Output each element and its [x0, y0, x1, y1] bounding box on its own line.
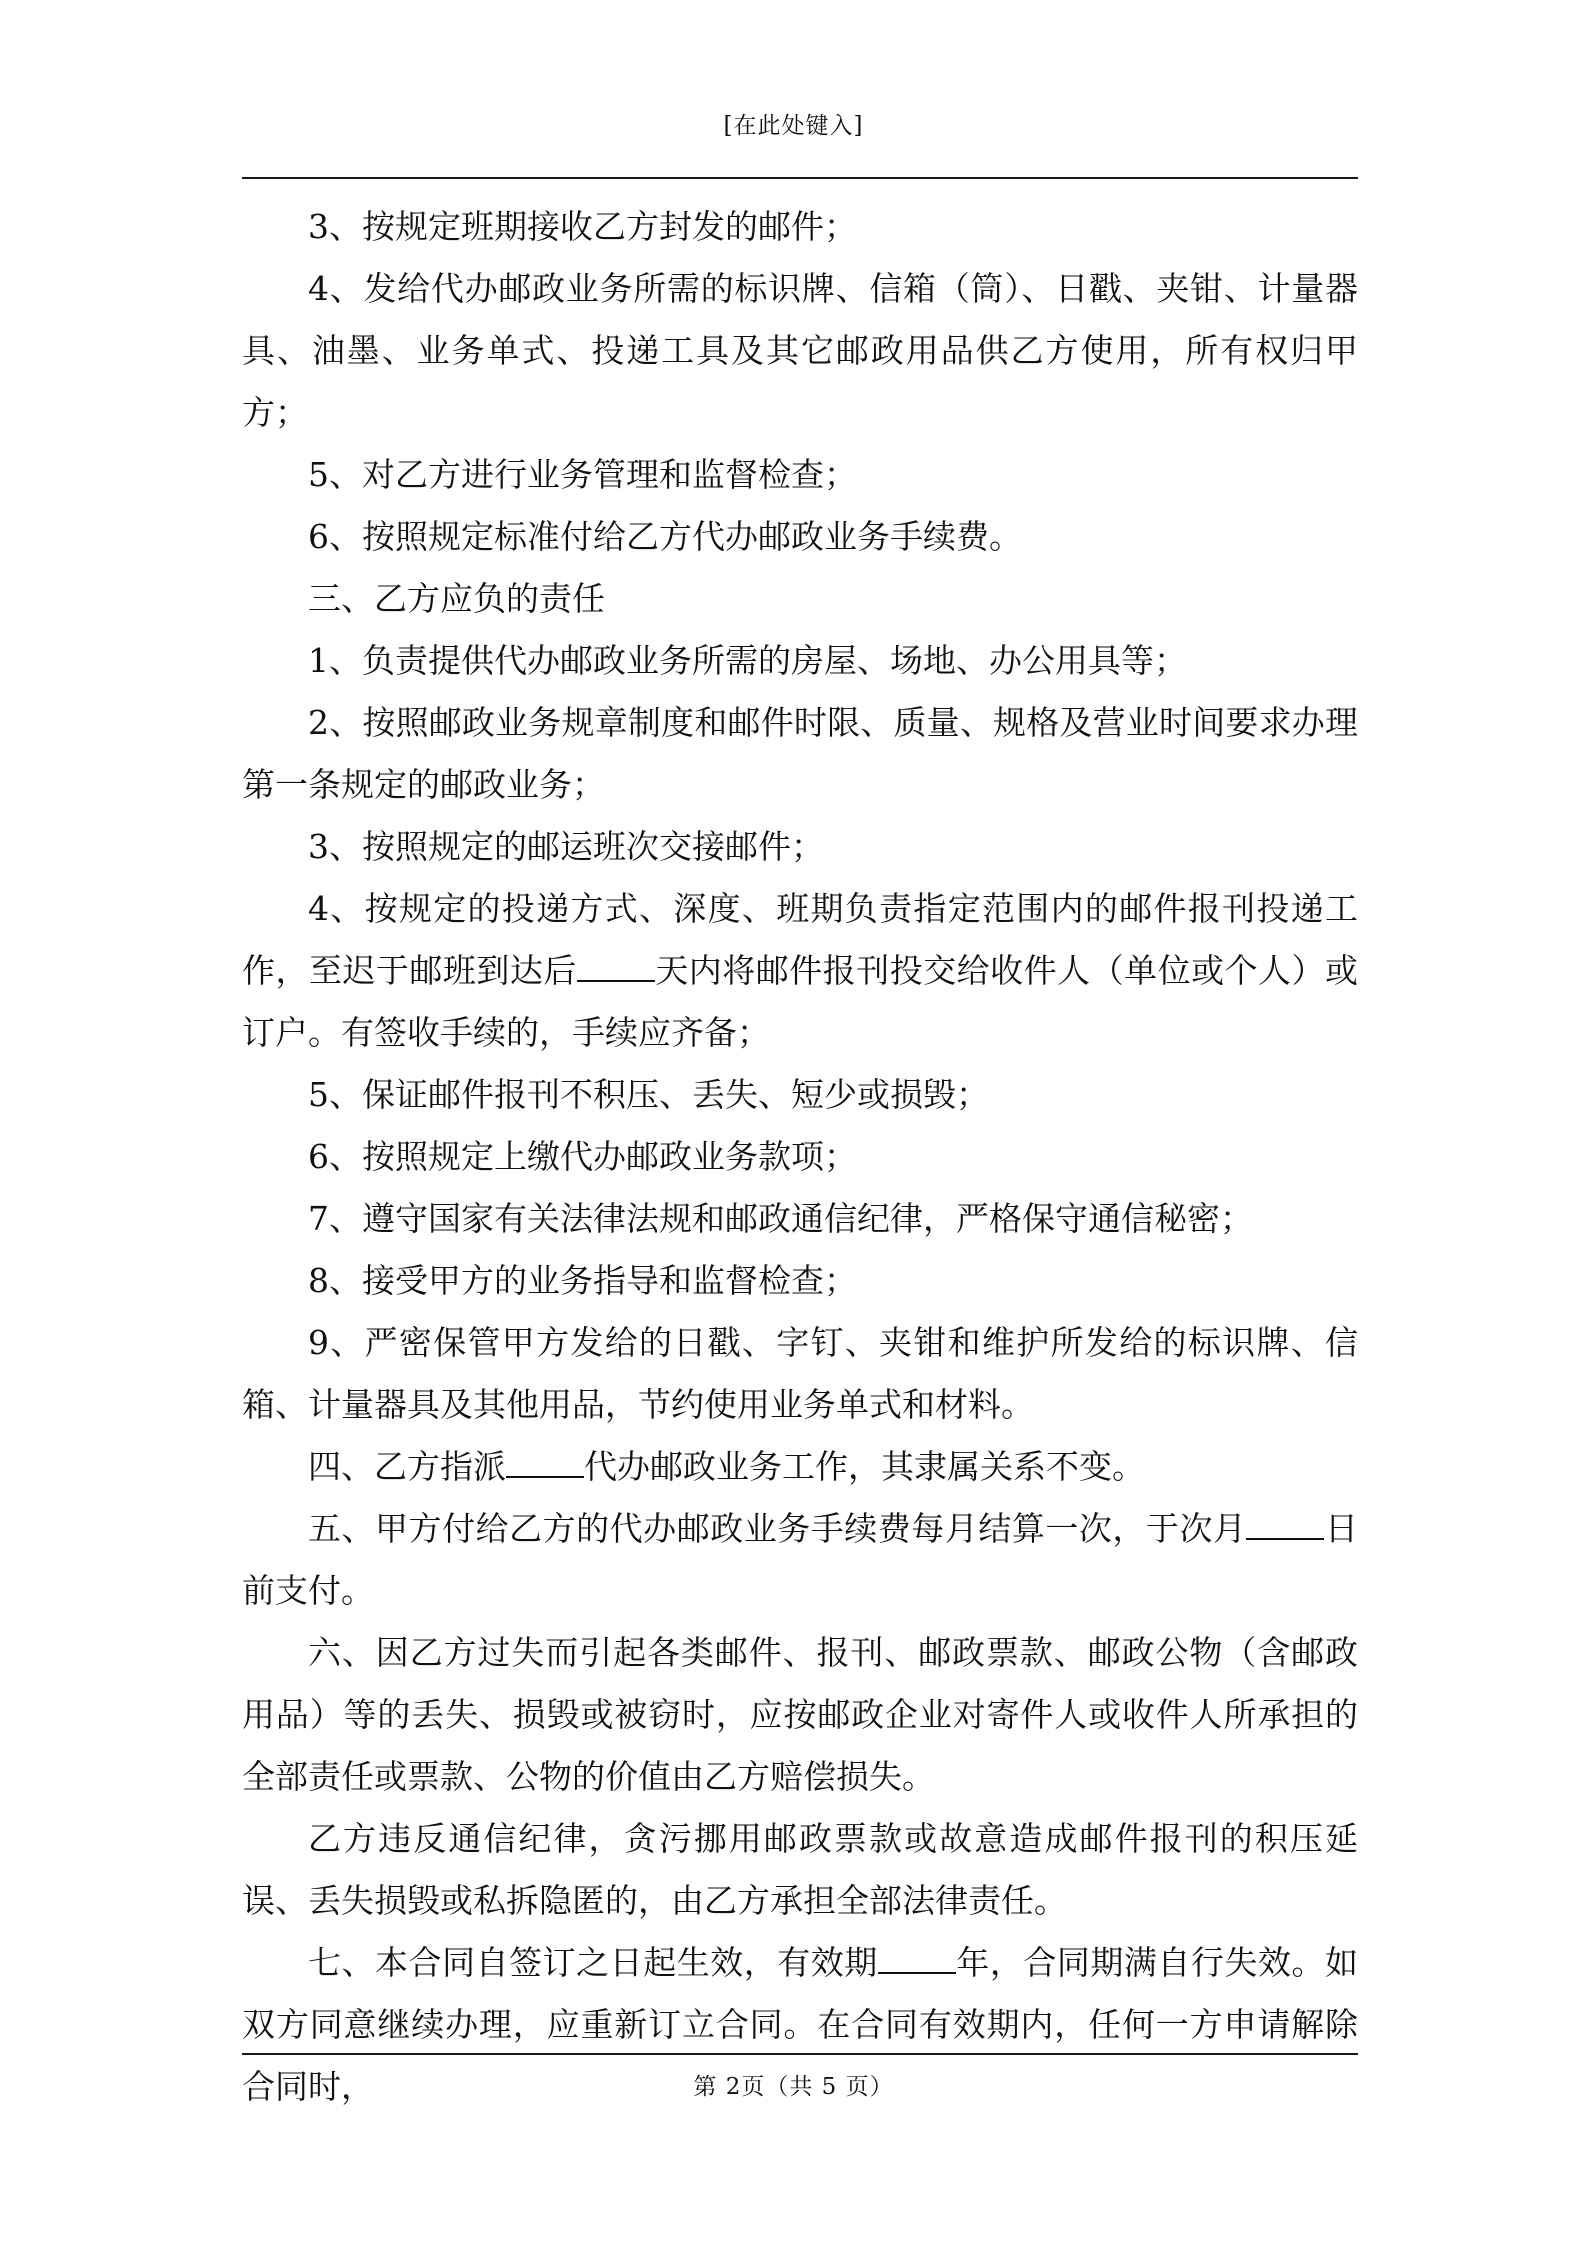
paragraph-text-after-blank: 年，合同期满自行失效。如双方同意继续办理，应重新订立合同。在合同有效期内，任何一方申请解除合同时，	[242, 1943, 1359, 2106]
paragraph-text-before-blank: 七、本合同自签订之日起生效，有效期	[308, 1943, 878, 1982]
footer-rule	[242, 2053, 1358, 2055]
paragraph-text-before-blank: 五、甲方付给乙方的代办邮政业务手续费每月结算一次，于次月	[308, 1509, 1247, 1548]
page-footer: 第 2页（共 5 页）	[693, 2074, 894, 2100]
header-rule	[242, 177, 1358, 179]
page-header: [在此处键入]	[723, 113, 864, 139]
paragraph: 3、按规定班期接收乙方封发的邮件；	[308, 207, 857, 246]
paragraph: 6、按照规定上缴代办邮政业务款项；	[308, 1137, 857, 1176]
paragraph: 1、负责提供代办邮政业务所需的房屋、场地、办公用具等；	[308, 641, 1187, 680]
paragraph-text-after-blank: 代办邮政业务工作，其隶属关系不变。	[584, 1447, 1145, 1486]
paragraph: 5、保证邮件报刊不积压、丢失、短少或损毁；	[308, 1075, 989, 1114]
paragraph: 三、乙方应负的责任	[308, 579, 605, 618]
paragraph: 6、按照规定标准付给乙方代办邮政业务手续费。	[308, 517, 1022, 556]
paragraph: 4、发给代办邮政业务所需的标识牌、信箱（筒）、日戳、夹钳、计量器具、油墨、业务单式、投递工具及其它邮政用品供乙方使用，所有权归甲方；	[242, 269, 1358, 432]
fill-in-blank	[878, 1942, 956, 1974]
document-body	[242, 196, 1358, 2118]
paragraph	[242, 1436, 1358, 1498]
fill-in-blank	[1246, 1508, 1324, 1540]
paragraph: 7、遵守国家有关法律法规和邮政通信纪律，严格保守通信秘密；	[308, 1199, 1253, 1238]
paragraph: 2、按照邮政业务规章制度和邮件时限、质量、规格及营业时间要求办理第一条规定的邮政业务；	[242, 703, 1358, 804]
paragraph	[242, 878, 1358, 1064]
paragraph: 3、按照规定的邮运班次交接邮件；	[308, 827, 824, 866]
paragraph-text-after-blank: 日前支付。	[242, 1509, 1359, 1610]
paragraph: 乙方违反通信纪律，贪污挪用邮政票款或故意造成邮件报刊的积压延误、丢失损毁或私拆隐匿的，由乙方承担全部法律责任。	[242, 1819, 1358, 1920]
paragraph	[242, 1498, 1358, 1622]
paragraph: 8、接受甲方的业务指导和监督检查；	[308, 1261, 857, 1300]
fill-in-blank	[506, 1446, 584, 1478]
paragraph-text-before-blank: 4、按规定的投递方式、深度、班期负责指定范围内的邮件报刊投递工作，至迟于邮班到达后	[242, 889, 1358, 990]
paragraph: 六、因乙方过失而引起各类邮件、报刊、邮政票款、邮政公物（含邮政用品）等的丢失、损毁或被窃时，应按邮政企业对寄件人或收件人所承担的全部责任或票款、公物的价值由乙方赔偿损失。	[242, 1633, 1358, 1796]
paragraph: 5、对乙方进行业务管理和监督检查；	[308, 455, 857, 494]
fill-in-blank	[577, 950, 655, 982]
paragraph: 9、严密保管甲方发给的日戳、字钉、夹钳和维护所发给的标识牌、信箱、计量器具及其他用品，节约使用业务单式和材料。	[242, 1323, 1358, 1424]
paragraph-text-before-blank: 四、乙方指派	[308, 1447, 506, 1486]
paragraph-text-after-blank: 天内将邮件报刊投交给收件人（单位或个人）或订户。有签收手续的，手续应齐备；	[242, 951, 1359, 1052]
